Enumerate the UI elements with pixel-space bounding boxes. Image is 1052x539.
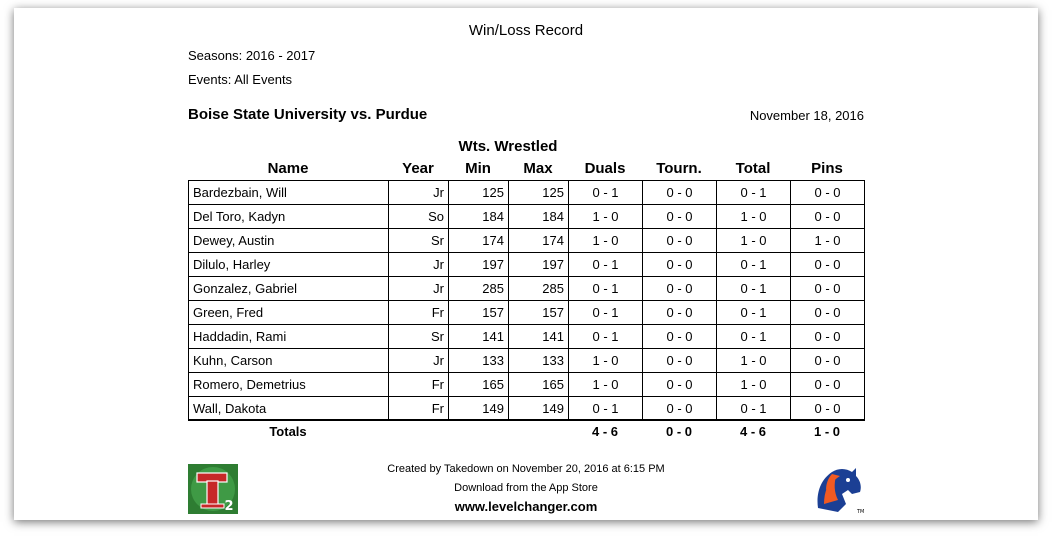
wrestler-name-cell: Gonzalez, Gabriel <box>189 277 389 301</box>
totals-total: 4 - 6 <box>739 424 766 439</box>
tourn-cell: 0 - 0 <box>643 229 717 253</box>
column-header-total: Total <box>735 160 771 177</box>
footer-created-text: Created by Takedown on November 20, 2016 at 6:15 PM <box>387 463 665 475</box>
wrestler-name-cell: Bardezbain, Will <box>189 181 389 205</box>
table-row <box>189 229 865 253</box>
max-weight-cell: 157 <box>509 301 569 325</box>
total-cell: 0 - 1 <box>717 301 791 325</box>
max-weight-cell: 197 <box>509 253 569 277</box>
wrestler-name-cell: Green, Fred <box>189 301 389 325</box>
table-row <box>189 301 865 325</box>
year-cell: Fr <box>389 397 449 421</box>
pins-cell: 0 - 0 <box>791 349 865 373</box>
table-row <box>189 277 865 301</box>
totals-tourn: 0 - 0 <box>665 424 692 439</box>
wrestler-name-cell: Wall, Dakota <box>189 397 389 421</box>
min-weight-cell: 125 <box>449 181 509 205</box>
footer-url-link[interactable]: www.levelchanger.com <box>454 499 598 514</box>
tourn-cell: 0 - 0 <box>643 181 717 205</box>
min-weight-cell: 157 <box>449 301 509 325</box>
min-weight-cell: 197 <box>449 253 509 277</box>
column-header-max: Max <box>523 160 553 177</box>
table-row <box>189 349 865 373</box>
totals-duals: 4 - 6 <box>591 424 618 439</box>
total-cell: 1 - 0 <box>717 373 791 397</box>
boise-state-bronco-logo-icon <box>812 464 866 514</box>
min-weight-cell: 149 <box>449 397 509 421</box>
footer-download-text: Download from the App Store <box>454 482 598 494</box>
tourn-cell: 0 - 0 <box>643 205 717 229</box>
total-cell: 0 - 1 <box>717 181 791 205</box>
table-row <box>189 325 865 349</box>
year-cell: Sr <box>389 229 449 253</box>
min-weight-cell: 133 <box>449 349 509 373</box>
year-cell: Sr <box>389 325 449 349</box>
column-header-duals: Duals <box>584 160 626 177</box>
total-cell: 0 - 1 <box>717 277 791 301</box>
max-weight-cell: 165 <box>509 373 569 397</box>
tourn-cell: 0 - 0 <box>643 301 717 325</box>
table-row <box>189 397 865 421</box>
total-cell: 0 - 1 <box>717 325 791 349</box>
column-header-min: Min <box>465 160 491 177</box>
report-title: Win/Loss Record <box>468 22 584 39</box>
matchup-title: Boise State University vs. Purdue <box>188 106 428 123</box>
total-cell: 1 - 0 <box>717 349 791 373</box>
max-weight-cell: 285 <box>509 277 569 301</box>
duals-cell: 1 - 0 <box>569 229 643 253</box>
total-cell: 1 - 0 <box>717 229 791 253</box>
pins-cell: 1 - 0 <box>791 229 865 253</box>
column-header-pins: Pins <box>811 160 843 177</box>
column-header-name: Name <box>267 160 309 177</box>
max-weight-cell: 125 <box>509 181 569 205</box>
column-header-year: Year <box>402 160 434 177</box>
total-cell: 0 - 1 <box>717 397 791 421</box>
wrestler-name-cell: Haddadin, Rami <box>189 325 389 349</box>
table-row <box>189 181 865 205</box>
duals-cell: 1 - 0 <box>569 373 643 397</box>
max-weight-cell: 133 <box>509 349 569 373</box>
year-cell: Jr <box>389 181 449 205</box>
pins-cell: 0 - 0 <box>791 301 865 325</box>
duals-cell: 1 - 0 <box>569 349 643 373</box>
win-loss-table <box>188 180 865 421</box>
tourn-cell: 0 - 0 <box>643 373 717 397</box>
min-weight-cell: 141 <box>449 325 509 349</box>
duals-cell: 0 - 1 <box>569 181 643 205</box>
min-weight-cell: 184 <box>449 205 509 229</box>
duals-cell: 0 - 1 <box>569 301 643 325</box>
takedown-t2-logo-icon <box>188 464 238 514</box>
min-weight-cell: 165 <box>449 373 509 397</box>
pins-cell: 0 - 0 <box>791 277 865 301</box>
wrestler-name-cell: Dewey, Austin <box>189 229 389 253</box>
wrestler-name-cell: Dilulo, Harley <box>189 253 389 277</box>
wrestler-name-cell: Kuhn, Carson <box>189 349 389 373</box>
totals-pins: 1 - 0 <box>813 424 840 439</box>
table-row <box>189 253 865 277</box>
min-weight-cell: 174 <box>449 229 509 253</box>
duals-cell: 0 - 1 <box>569 253 643 277</box>
year-cell: Jr <box>389 253 449 277</box>
max-weight-cell: 174 <box>509 229 569 253</box>
pins-cell: 0 - 0 <box>791 181 865 205</box>
table-row <box>189 373 865 397</box>
year-cell: Jr <box>389 349 449 373</box>
year-cell: Fr <box>389 301 449 325</box>
duals-cell: 1 - 0 <box>569 205 643 229</box>
table-row <box>189 205 865 229</box>
pins-cell: 0 - 0 <box>791 325 865 349</box>
pins-cell: 0 - 0 <box>791 253 865 277</box>
wrestler-name-cell: Del Toro, Kadyn <box>189 205 389 229</box>
takedown-logo-subscript: 2 <box>224 499 234 514</box>
match-date: November 18, 2016 <box>749 108 864 123</box>
pins-cell: 0 - 0 <box>791 205 865 229</box>
total-cell: 1 - 0 <box>717 205 791 229</box>
table-bottom-rule <box>188 419 864 421</box>
max-weight-cell: 141 <box>509 325 569 349</box>
year-cell: So <box>389 205 449 229</box>
weights-wrestled-header: Wts. Wrestled <box>458 138 558 155</box>
seasons-label: Seasons: 2016 - 2017 <box>188 48 316 63</box>
year-cell: Fr <box>389 373 449 397</box>
trademark-mark: TM <box>857 509 865 514</box>
totals-label: Totals <box>269 424 307 439</box>
tourn-cell: 0 - 0 <box>643 253 717 277</box>
pins-cell: 0 - 0 <box>791 397 865 421</box>
tourn-cell: 0 - 0 <box>643 277 717 301</box>
tourn-cell: 0 - 0 <box>643 397 717 421</box>
duals-cell: 0 - 1 <box>569 277 643 301</box>
tourn-cell: 0 - 0 <box>643 349 717 373</box>
max-weight-cell: 149 <box>509 397 569 421</box>
events-label: Events: All Events <box>188 72 293 87</box>
column-header-tourn: Tourn. <box>656 160 702 177</box>
total-cell: 0 - 1 <box>717 253 791 277</box>
duals-cell: 0 - 1 <box>569 325 643 349</box>
max-weight-cell: 184 <box>509 205 569 229</box>
wrestler-name-cell: Romero, Demetrius <box>189 373 389 397</box>
tourn-cell: 0 - 0 <box>643 325 717 349</box>
year-cell: Jr <box>389 277 449 301</box>
duals-cell: 0 - 1 <box>569 397 643 421</box>
pins-cell: 0 - 0 <box>791 373 865 397</box>
min-weight-cell: 285 <box>449 277 509 301</box>
